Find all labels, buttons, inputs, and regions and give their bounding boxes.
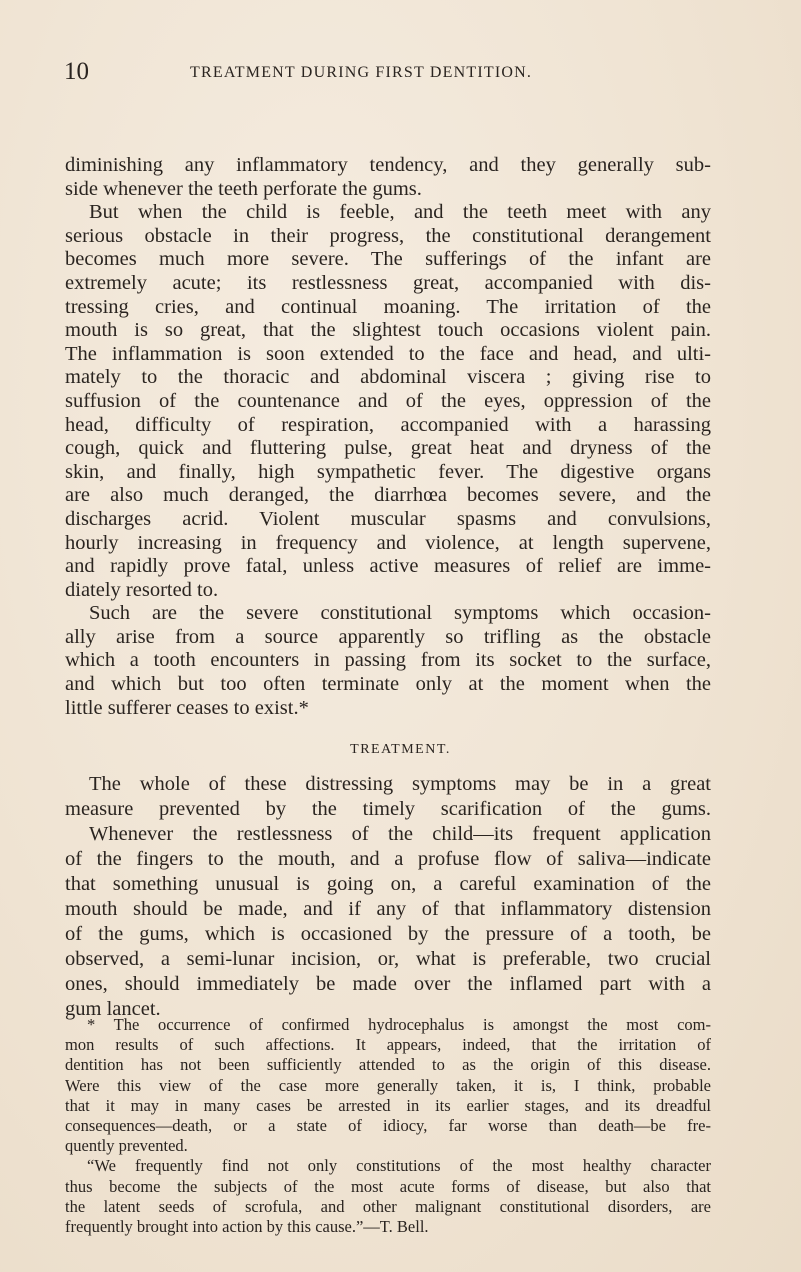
text-line: consequences—death, or a state of idiocy, far worse than death—be fre- — [65, 1115, 711, 1135]
text-line: “We frequently find not only constitutions of the most healthy character — [87, 1156, 711, 1176]
text-line: the latent seeds of scrofula, and other malignant constitutional disorders, are — [65, 1196, 711, 1216]
text-line: frequently brought into action by this cause.”—T. Bell. — [65, 1216, 429, 1236]
text-line: mon results of such affections. It appears, indeed, that the irritation of — [65, 1035, 711, 1055]
running-title: TREATMENT DURING FIRST DENTITION. — [190, 64, 533, 81]
text-line: that it may in many cases be arrested in its earlier stages, and its dreadful — [65, 1095, 711, 1115]
text-line: diminishing any inflammatory tendency, and they generally sub- — [65, 154, 711, 176]
text-line: side whenever the teeth perforate the gums. — [65, 177, 422, 200]
text-line: becomes much more severe. The sufferings of the infant are — [65, 248, 711, 271]
text-line: extremely acute; its restlessness great, accompanied with dis- — [65, 271, 711, 294]
text-line: dentition has not been sufficiently attended to as the origin of this disease. — [65, 1055, 711, 1075]
text-line: tressing cries, and continual moaning. The irritation of the — [65, 295, 711, 318]
body-text-section-2 — [65, 772, 711, 1022]
text-line: The whole of these distressing symptoms may be in a great — [89, 773, 711, 795]
text-line: are also much deranged, the diarrhœa becomes severe, and the — [65, 484, 711, 507]
text-line: of the fingers to the mouth, and a profuse flow of saliva—indicate — [65, 848, 711, 870]
text-line: of the gums, which is occasioned by the pressure of a tooth, be — [65, 923, 711, 945]
text-line: mately to the thoracic and abdominal viscera ; giving rise to — [65, 366, 711, 389]
text-line: But when the child is feeble, and the teeth meet with any — [89, 201, 711, 224]
text-line: which a tooth encounters in passing from its socket to the surface, — [65, 649, 711, 672]
text-line: quently prevented. — [65, 1136, 188, 1156]
page-number: 10 — [64, 58, 89, 85]
text-line: thus become the subjects of the most acute forms of disease, but also that — [65, 1176, 711, 1196]
text-line: The inflammation is soon extended to the face and head, and ulti- — [65, 342, 711, 365]
text-line: hourly increasing in frequency and violence, at length supervene, — [65, 531, 711, 554]
text-line: little sufferer ceases to exist.* — [65, 696, 309, 719]
text-line: ones, should immediately be made over the inflamed part with a — [65, 973, 711, 995]
text-line: head, difficulty of respiration, accompanied with a harassing — [65, 413, 711, 436]
text-line: and rapidly prove fatal, unless active measures of relief are imme- — [65, 555, 711, 578]
text-line: cough, quick and fluttering pulse, great heat and dryness of the — [65, 437, 711, 460]
text-line: that something unusual is going on, a careful examination of the — [65, 873, 711, 895]
text-line: and which but too often terminate only at the moment when the — [65, 673, 711, 696]
text-line: Such are the severe constitutional symptoms which occasion- — [89, 602, 711, 625]
text-line: mouth is so great, that the slightest touch occasions violent pain. — [65, 319, 711, 342]
footnote — [65, 1015, 711, 1237]
text-line: measure prevented by the timely scarification of the gums. — [65, 798, 711, 820]
text-line: skin, and finally, high sympathetic fever. The digestive organs — [65, 460, 711, 483]
text-line: serious obstacle in their progress, the constitutional derangement — [65, 224, 711, 247]
text-line: discharges acrid. Violent muscular spasms and convulsions, — [65, 507, 711, 530]
text-line: Were this view of the case more generally taken, it is, I think, probable — [65, 1075, 711, 1095]
text-line: suffusion of the countenance and of the eyes, oppression of the — [65, 389, 711, 412]
body-text-section-1 — [65, 154, 711, 720]
text-line: observed, a semi-lunar incision, or, what is preferable, two crucial — [65, 948, 711, 970]
text-line: mouth should be made, and if any of that inflammatory distension — [65, 898, 711, 920]
text-line: gum lancet. — [65, 998, 161, 1020]
text-line: * The occurrence of confirmed hydrocephalus is amongst the most com- — [87, 1015, 711, 1034]
text-line: ally arise from a source apparently so trifling as the obstacle — [65, 625, 711, 648]
section-heading: TREATMENT. — [350, 742, 451, 757]
text-line: Whenever the restlessness of the child—its frequent application — [89, 823, 711, 845]
text-line: diately resorted to. — [65, 578, 219, 601]
